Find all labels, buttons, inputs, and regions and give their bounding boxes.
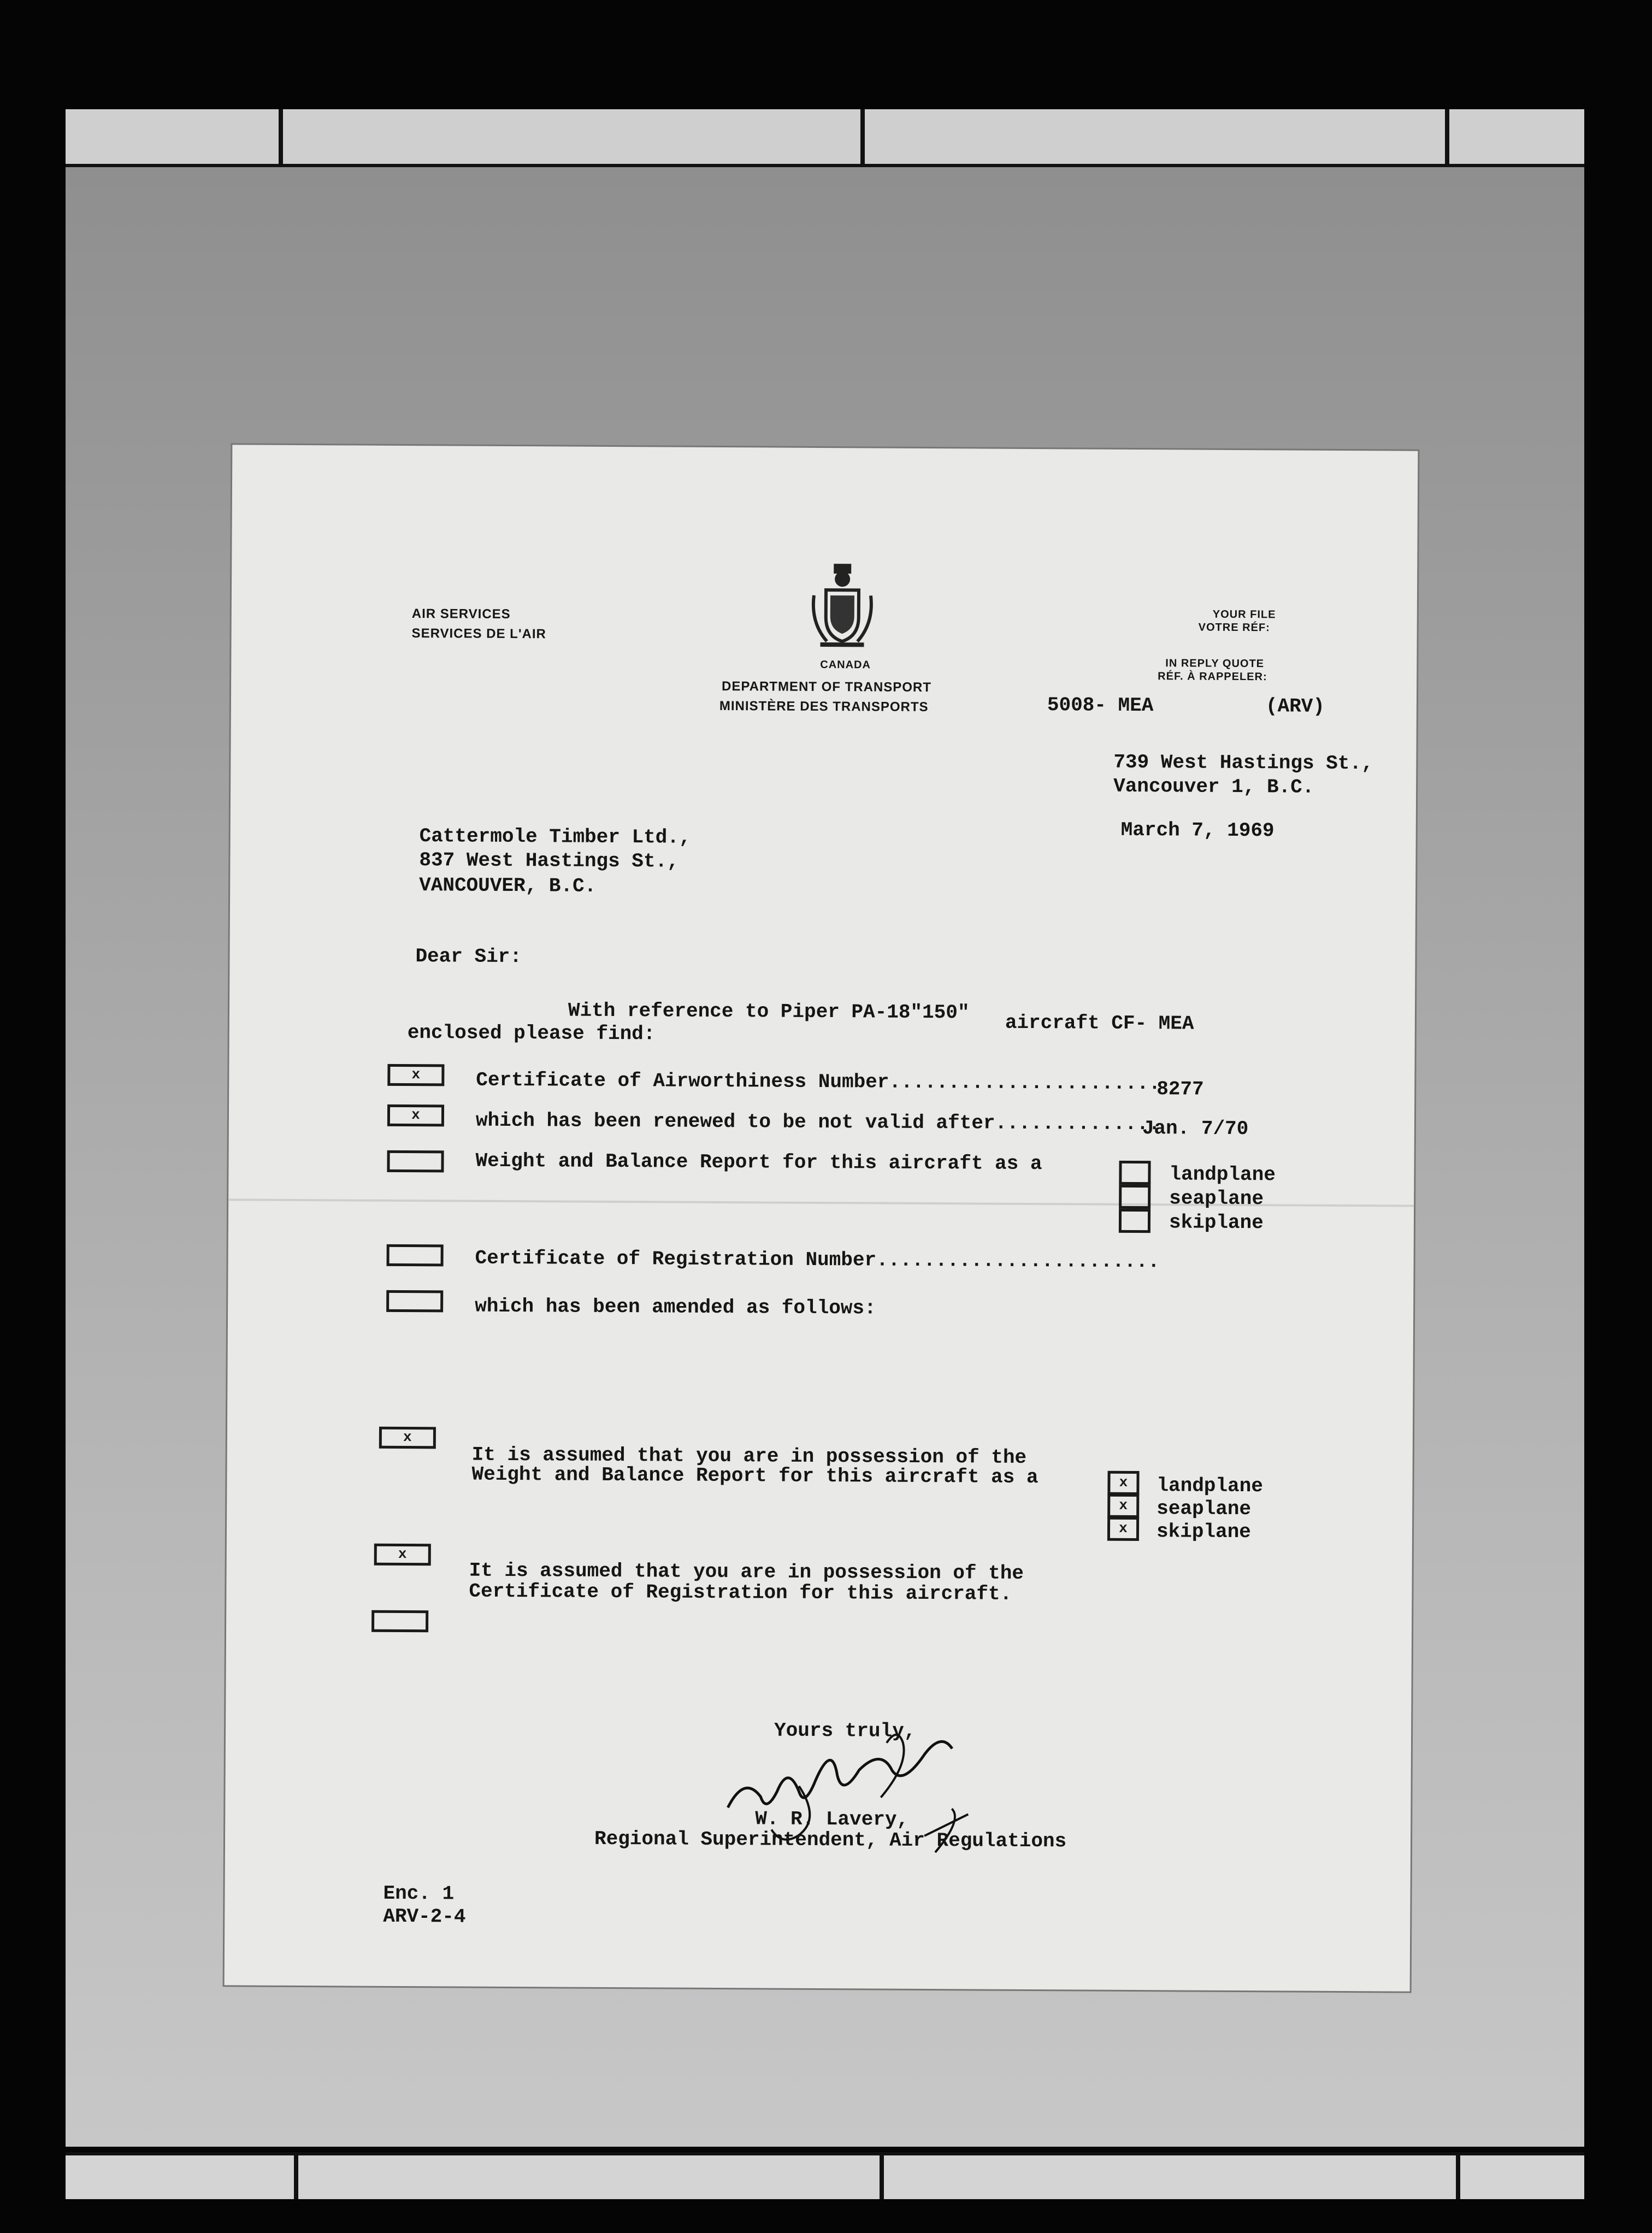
sender-address-line1: 739 West Hastings St., [1113,751,1373,775]
assumed-weight-line2: Weight and Balance Report for this aircraft as a [471,1463,1039,1489]
strip-divider [294,2155,298,2199]
closing: Yours truly, [774,1719,916,1742]
item-amended-text: which has been amended as follows: [475,1295,876,1320]
item-weight-balance-text: Weight and Balance Report for this aircraft as a [475,1149,1042,1175]
intro-line1-a: With reference to Piper PA-18"150" [568,999,970,1024]
doc-code: ARV-2-4 [383,1905,466,1928]
salutation: Dear Sir: [415,945,522,968]
checkbox-amended[interactable] [386,1290,443,1313]
recipient-city: VANCOUVER, B.C. [419,874,597,897]
skiplane-label-1: skiplane [1169,1211,1264,1234]
strip-divider [880,2155,884,2199]
signer-name: W. R. Lavery, [755,1807,909,1831]
checkbox-skiplane-1[interactable] [1119,1209,1150,1233]
enclosure: Enc. 1 [383,1882,455,1905]
assumed-registration-line1: It is assumed that you are in possession of the [469,1559,1024,1585]
checkbox-registration[interactable] [387,1244,444,1267]
recipient-street: 837 West Hastings St., [419,849,679,873]
assumed-registration-line2: Certificate of Registration for this aircraft. [469,1580,1012,1605]
intro-line1-b: aircraft CF- MEA [1005,1011,1194,1035]
strip-divider [860,109,865,164]
checkbox-airworthiness[interactable]: x [387,1064,444,1086]
letterhead-dept-fr: MINISTÈRE DES TRANSPORTS [719,699,929,715]
item-airworthiness-value: 8277 [1157,1078,1204,1101]
checkbox-blank[interactable] [371,1610,428,1633]
mount-bottom-strip [66,2152,1584,2199]
assumed-weight-line1: It is assumed that you are in possession of the [471,1443,1027,1469]
seaplane-label-2: seaplane [1157,1497,1252,1521]
item-renewed-text: which has been renewed to be not valid after.............. [475,1109,1161,1136]
letter-date: March 7, 1969 [1120,818,1275,842]
landplane-label-2: landplane [1157,1474,1263,1498]
file-code: (ARV) [1265,695,1325,718]
your-file-en: YOUR FILE [1212,608,1276,621]
strip-divider [1445,109,1449,164]
your-file-fr: VOTRE RÉF: [1198,621,1270,634]
reply-quote-en: IN REPLY QUOTE [1165,657,1265,670]
landplane-label-1: landplane [1169,1163,1276,1186]
coat-of-arms-icon [809,563,875,651]
letterhead-country: CANADA [820,658,871,671]
checkbox-seaplane-2[interactable]: x [1107,1494,1139,1518]
checkbox-assumed-registration[interactable]: x [374,1544,431,1566]
item-registration-text: Certificate of Registration Number........................ [475,1247,1160,1273]
checkbox-landplane-2[interactable]: x [1107,1471,1139,1495]
recipient-name: Cattermole Timber Ltd., [419,825,691,849]
letterhead-left-en: AIR SERVICES [411,606,511,622]
sender-address-line2: Vancouver 1, B.C. [1113,775,1314,799]
checkbox-weight-balance[interactable] [387,1150,444,1173]
skiplane-label-2: skiplane [1156,1520,1251,1544]
checkbox-renewed[interactable]: x [387,1104,444,1127]
item-renewed-value: Jan. 7/70 [1142,1117,1249,1141]
reply-quote-fr: RÉF. À RAPPELER: [1158,670,1267,683]
file-number: 5008- MEA [1047,694,1154,717]
strip-divider [1456,2155,1460,2199]
checkbox-assumed-weight[interactable]: x [379,1427,436,1449]
item-airworthiness-text: Certificate of Airworthiness Number....................... [476,1068,1161,1095]
checkbox-skiplane-2[interactable]: x [1107,1517,1139,1541]
mount-top-strip [66,109,1584,167]
letterhead-left-fr: SERVICES DE L'AIR [411,626,546,642]
checkbox-seaplane-1[interactable] [1119,1185,1150,1209]
letter-page [225,445,1418,1991]
letterhead-dept-en: DEPARTMENT OF TRANSPORT [722,679,932,695]
seaplane-label-1: seaplane [1169,1187,1264,1210]
signer-title: Regional Superintendent, Air Regulations [594,1827,1067,1853]
intro-line2: enclosed please find: [407,1021,656,1045]
checkbox-landplane-1[interactable] [1119,1161,1150,1185]
strip-divider [279,109,283,164]
